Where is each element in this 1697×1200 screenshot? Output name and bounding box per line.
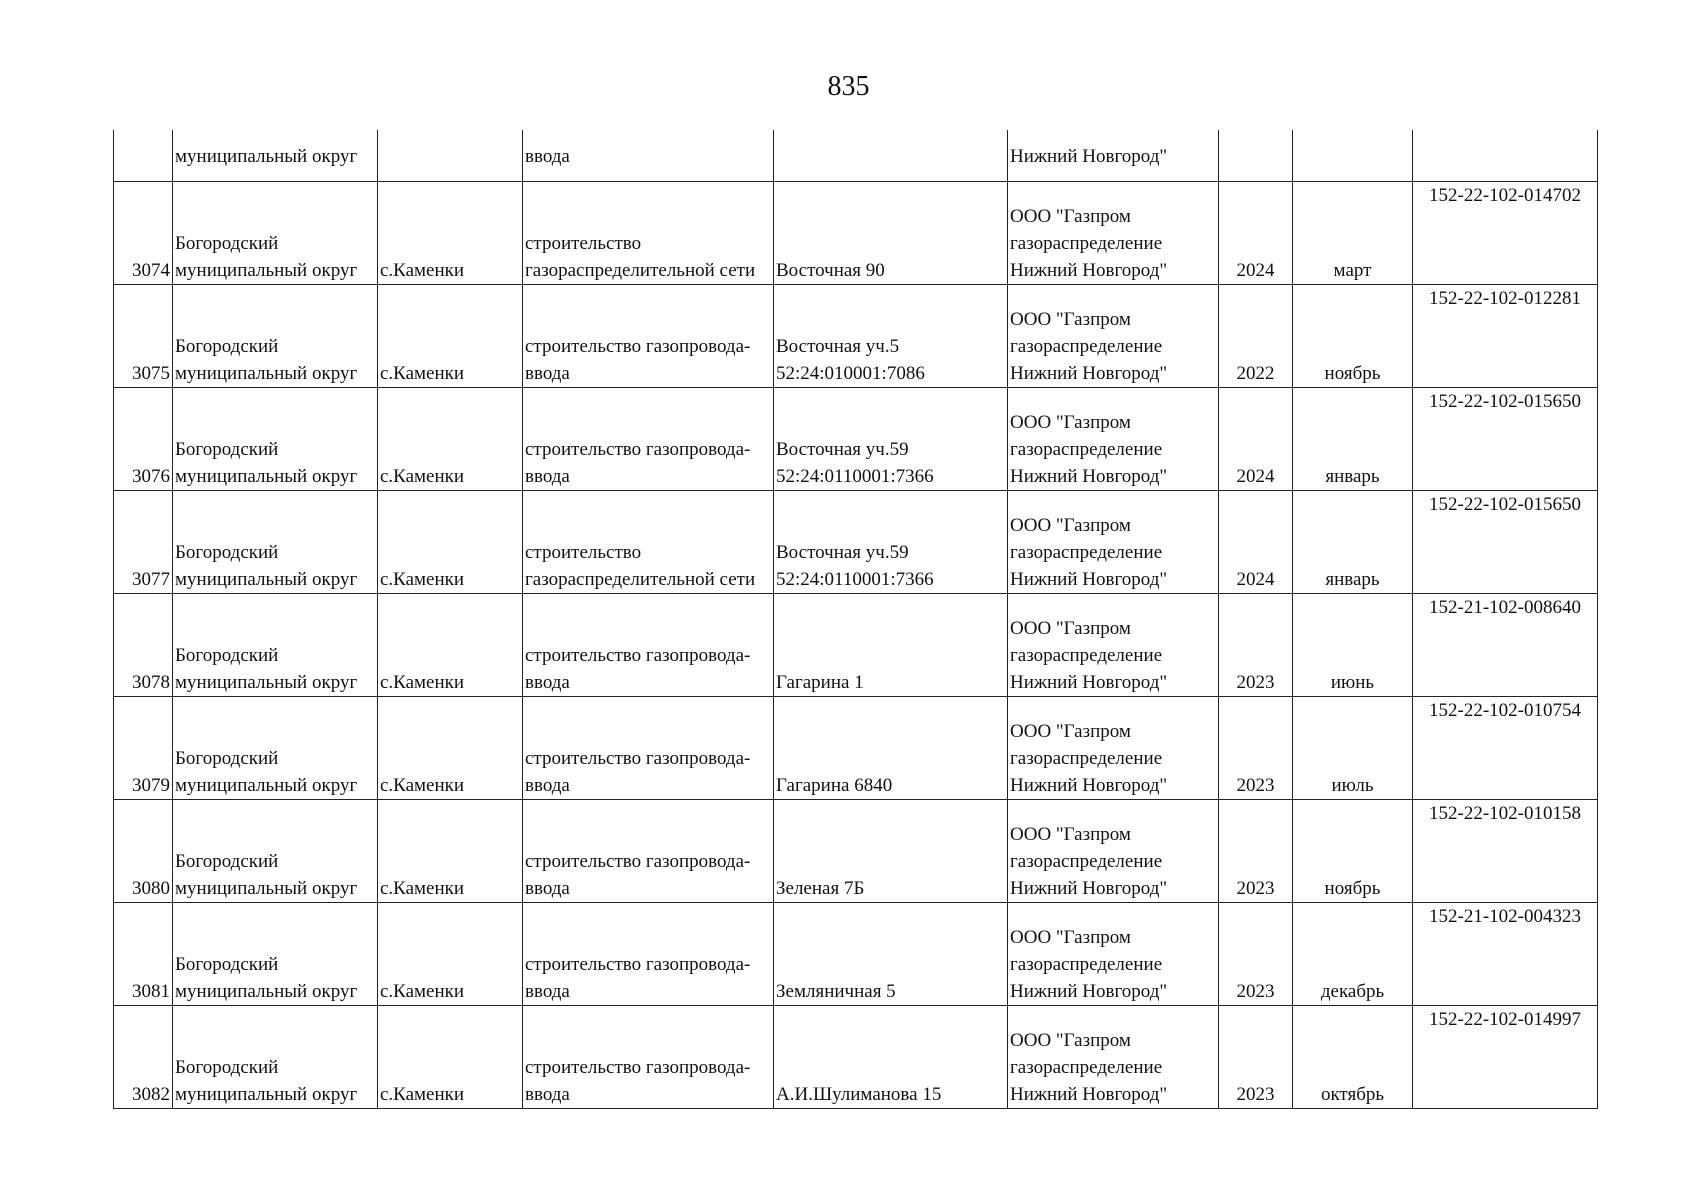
organization-line: газораспределение bbox=[1010, 645, 1163, 666]
work-type-cell bbox=[523, 388, 774, 491]
address-cell bbox=[774, 903, 1008, 1006]
organization-line: газораспределение bbox=[1010, 954, 1163, 975]
year-cell: 2023 bbox=[1219, 903, 1293, 1006]
locality-cell: с.Каменки bbox=[378, 491, 523, 594]
organization-line: газораспределение bbox=[1010, 233, 1163, 254]
address-line: Восточная уч.59 bbox=[776, 439, 909, 460]
organization-line: ООО "Газпром bbox=[1010, 927, 1131, 948]
district-line: Богородский bbox=[175, 851, 279, 872]
row-number-cell: 3075 bbox=[114, 285, 173, 388]
table-row bbox=[114, 594, 1598, 697]
district-cell bbox=[173, 594, 378, 697]
organization-cell bbox=[1008, 697, 1219, 800]
row-number-cell: 3082 bbox=[114, 1006, 173, 1109]
month-cell: октябрь bbox=[1293, 1006, 1413, 1109]
month-cell: январь bbox=[1293, 491, 1413, 594]
work-type-line: строительство газопровода- bbox=[525, 954, 751, 975]
address-line: Земляничная 5 bbox=[776, 981, 896, 1002]
address-line: Восточная уч.59 bbox=[776, 542, 909, 563]
address-cell bbox=[774, 130, 1008, 182]
work-type-line: строительство bbox=[525, 233, 642, 254]
organization-line: Нижний Новгород" bbox=[1010, 569, 1168, 590]
work-type-line: газораспределительной сети bbox=[525, 260, 756, 281]
work-type-cell bbox=[523, 285, 774, 388]
address-line: Восточная уч.5 bbox=[776, 336, 900, 357]
work-cell: ввода bbox=[523, 130, 774, 182]
month-cell bbox=[1293, 130, 1413, 182]
application-code-cell: 152-22-102-012281 bbox=[1413, 285, 1598, 388]
work-type-line: строительство газопровода- bbox=[525, 336, 751, 357]
district-line: муниципальный округ bbox=[175, 466, 358, 487]
year-cell: 2022 bbox=[1219, 285, 1293, 388]
work-type-cell bbox=[523, 697, 774, 800]
table-row bbox=[114, 903, 1598, 1006]
month-cell: июль bbox=[1293, 697, 1413, 800]
organization-cell bbox=[1008, 182, 1219, 285]
work-type-cell bbox=[523, 491, 774, 594]
work-type-line: строительство газопровода- bbox=[525, 851, 751, 872]
year-cell: 2024 bbox=[1219, 388, 1293, 491]
table-row bbox=[114, 182, 1598, 285]
continuation-row bbox=[114, 130, 1598, 182]
organization-cell bbox=[1008, 903, 1219, 1006]
district-line: муниципальный округ bbox=[175, 878, 358, 899]
work-type-line: ввода bbox=[525, 981, 570, 1002]
work-type-line: строительство газопровода- bbox=[525, 645, 751, 666]
row-number-cell: 3080 bbox=[114, 800, 173, 903]
district-line: муниципальный округ bbox=[175, 672, 358, 693]
organization-cell bbox=[1008, 491, 1219, 594]
district-line: Богородский bbox=[175, 336, 279, 357]
organization-line: газораспределение bbox=[1010, 851, 1163, 872]
district-line: муниципальный округ bbox=[175, 363, 358, 384]
work-type-cell bbox=[523, 800, 774, 903]
organization-line: газораспределение bbox=[1010, 439, 1163, 460]
row-number-cell: 3081 bbox=[114, 903, 173, 1006]
district-cell bbox=[173, 697, 378, 800]
address-cell bbox=[774, 182, 1008, 285]
address-cell bbox=[774, 800, 1008, 903]
row-number-cell: 3079 bbox=[114, 697, 173, 800]
application-code-cell: 152-22-102-014997 bbox=[1413, 1006, 1598, 1109]
organization-line: ООО "Газпром bbox=[1010, 1030, 1131, 1051]
address-cell bbox=[774, 491, 1008, 594]
table-body bbox=[114, 130, 1598, 1109]
table-row bbox=[114, 388, 1598, 491]
table-row bbox=[114, 697, 1598, 800]
year-cell: 2023 bbox=[1219, 800, 1293, 903]
organization-cell bbox=[1008, 388, 1219, 491]
district-cell bbox=[173, 1006, 378, 1109]
organization-line: газораспределение bbox=[1010, 748, 1163, 769]
row-number-cell: 3076 bbox=[114, 388, 173, 491]
work-type-cell bbox=[523, 1006, 774, 1109]
table-row bbox=[114, 491, 1598, 594]
organization-line: ООО "Газпром bbox=[1010, 618, 1131, 639]
organization-line: газораспределение bbox=[1010, 1057, 1163, 1078]
work-type-line: ввода bbox=[525, 878, 570, 899]
work-type-line: строительство газопровода- bbox=[525, 439, 751, 460]
organization-cell bbox=[1008, 285, 1219, 388]
month-cell: ноябрь bbox=[1293, 800, 1413, 903]
month-cell: январь bbox=[1293, 388, 1413, 491]
work-type-line: ввода bbox=[525, 466, 570, 487]
num-cell bbox=[114, 130, 173, 182]
organization-line: ООО "Газпром bbox=[1010, 721, 1131, 742]
organization-line: ООО "Газпром bbox=[1010, 515, 1131, 536]
month-cell: июнь bbox=[1293, 594, 1413, 697]
page-number: 835 bbox=[827, 71, 870, 102]
address-line: 52:24:0110001:7366 bbox=[776, 569, 934, 590]
address-line: 52:24:010001:7086 bbox=[776, 363, 925, 384]
locality-cell: с.Каменки bbox=[378, 285, 523, 388]
address-line: Гагарина 6840 bbox=[776, 775, 893, 796]
organization-line: Нижний Новгород" bbox=[1010, 466, 1168, 487]
address-line: Восточная 90 bbox=[776, 260, 885, 281]
address-line: А.И.Шулиманова 15 bbox=[776, 1084, 942, 1105]
work-type-line: ввода bbox=[525, 672, 570, 693]
district-line: Богородский bbox=[175, 748, 279, 769]
organization-line: Нижний Новгород" bbox=[1010, 363, 1168, 384]
organization-line: газораспределение bbox=[1010, 542, 1163, 563]
district-line: Богородский bbox=[175, 954, 279, 975]
work-type-cell bbox=[523, 182, 774, 285]
organization-line: Нижний Новгород" bbox=[1010, 672, 1168, 693]
organization-line: Нижний Новгород" bbox=[1010, 878, 1168, 899]
work-type-line: строительство газопровода- bbox=[525, 748, 751, 769]
organization-line: Нижний Новгород" bbox=[1010, 1084, 1168, 1105]
organization-line: ООО "Газпром bbox=[1010, 309, 1131, 330]
year-cell: 2023 bbox=[1219, 594, 1293, 697]
organization-cell bbox=[1008, 800, 1219, 903]
organization-cell bbox=[1008, 594, 1219, 697]
address-line: Зеленая 7Б bbox=[776, 878, 865, 899]
table-row bbox=[114, 1006, 1598, 1109]
application-code-cell: 152-21-102-008640 bbox=[1413, 594, 1598, 697]
district-cell bbox=[173, 182, 378, 285]
work-type-line: строительство bbox=[525, 542, 642, 563]
organization-line: Нижний Новгород" bbox=[1010, 260, 1168, 281]
work-type-line: ввода bbox=[525, 775, 570, 796]
month-cell: март bbox=[1293, 182, 1413, 285]
district-cell: муниципальный округ bbox=[173, 130, 378, 182]
organization-line: Нижний Новгород" bbox=[1010, 981, 1168, 1002]
organization-line: ООО "Газпром bbox=[1010, 412, 1131, 433]
work-type-line: газораспределительной сети bbox=[525, 569, 756, 590]
district-line: муниципальный округ bbox=[175, 981, 358, 1002]
locality-cell: с.Каменки bbox=[378, 388, 523, 491]
district-line: Богородский bbox=[175, 439, 279, 460]
district-line: Богородский bbox=[175, 645, 279, 666]
table-row bbox=[114, 800, 1598, 903]
org-cell: Нижний Новгород" bbox=[1008, 130, 1219, 182]
address-line: Гагарина 1 bbox=[776, 672, 864, 693]
address-cell bbox=[774, 1006, 1008, 1109]
organization-line: ООО "Газпром bbox=[1010, 206, 1131, 227]
organization-line: газораспределение bbox=[1010, 336, 1163, 357]
district-line: муниципальный округ bbox=[175, 260, 358, 281]
application-code-cell: 152-22-102-015650 bbox=[1413, 491, 1598, 594]
row-number-cell: 3077 bbox=[114, 491, 173, 594]
locality-cell bbox=[378, 130, 523, 182]
locality-cell: с.Каменки bbox=[378, 800, 523, 903]
month-cell: декабрь bbox=[1293, 903, 1413, 1006]
row-number-cell: 3074 bbox=[114, 182, 173, 285]
district-line: Богородский bbox=[175, 233, 279, 254]
work-type-cell bbox=[523, 594, 774, 697]
organization-cell bbox=[1008, 1006, 1219, 1109]
locality-cell: с.Каменки bbox=[378, 697, 523, 800]
district-cell bbox=[173, 285, 378, 388]
work-type-line: ввода bbox=[525, 363, 570, 384]
address-cell bbox=[774, 697, 1008, 800]
district-line: муниципальный округ bbox=[175, 569, 358, 590]
year-cell: 2024 bbox=[1219, 491, 1293, 594]
application-code-cell: 152-22-102-010158 bbox=[1413, 800, 1598, 903]
district-line: Богородский bbox=[175, 1057, 279, 1078]
year-cell: 2024 bbox=[1219, 182, 1293, 285]
registry-table bbox=[113, 130, 1598, 1109]
application-code-cell: 152-22-102-015650 bbox=[1413, 388, 1598, 491]
year-cell bbox=[1219, 130, 1293, 182]
code-cell bbox=[1413, 130, 1598, 182]
district-cell bbox=[173, 903, 378, 1006]
month-cell: ноябрь bbox=[1293, 285, 1413, 388]
district-line: муниципальный округ bbox=[175, 1084, 358, 1105]
organization-line: Нижний Новгород" bbox=[1010, 775, 1168, 796]
district-line: Богородский bbox=[175, 542, 279, 563]
application-code-cell: 152-22-102-014702 bbox=[1413, 182, 1598, 285]
application-code-cell: 152-22-102-010754 bbox=[1413, 697, 1598, 800]
organization-line: ООО "Газпром bbox=[1010, 824, 1131, 845]
application-code-cell: 152-21-102-004323 bbox=[1413, 903, 1598, 1006]
year-cell: 2023 bbox=[1219, 697, 1293, 800]
address-cell bbox=[774, 285, 1008, 388]
address-cell bbox=[774, 594, 1008, 697]
address-line: 52:24:0110001:7366 bbox=[776, 466, 934, 487]
table-row bbox=[114, 285, 1598, 388]
year-cell: 2023 bbox=[1219, 1006, 1293, 1109]
work-type-cell bbox=[523, 903, 774, 1006]
work-type-line: строительство газопровода- bbox=[525, 1057, 751, 1078]
row-number-cell: 3078 bbox=[114, 594, 173, 697]
work-type-line: ввода bbox=[525, 1084, 570, 1105]
district-cell bbox=[173, 491, 378, 594]
district-line: муниципальный округ bbox=[175, 775, 358, 796]
locality-cell: с.Каменки bbox=[378, 903, 523, 1006]
locality-cell: с.Каменки bbox=[378, 594, 523, 697]
district-cell bbox=[173, 388, 378, 491]
locality-cell: с.Каменки bbox=[378, 182, 523, 285]
locality-cell: с.Каменки bbox=[378, 1006, 523, 1109]
address-cell bbox=[774, 388, 1008, 491]
district-cell bbox=[173, 800, 378, 903]
